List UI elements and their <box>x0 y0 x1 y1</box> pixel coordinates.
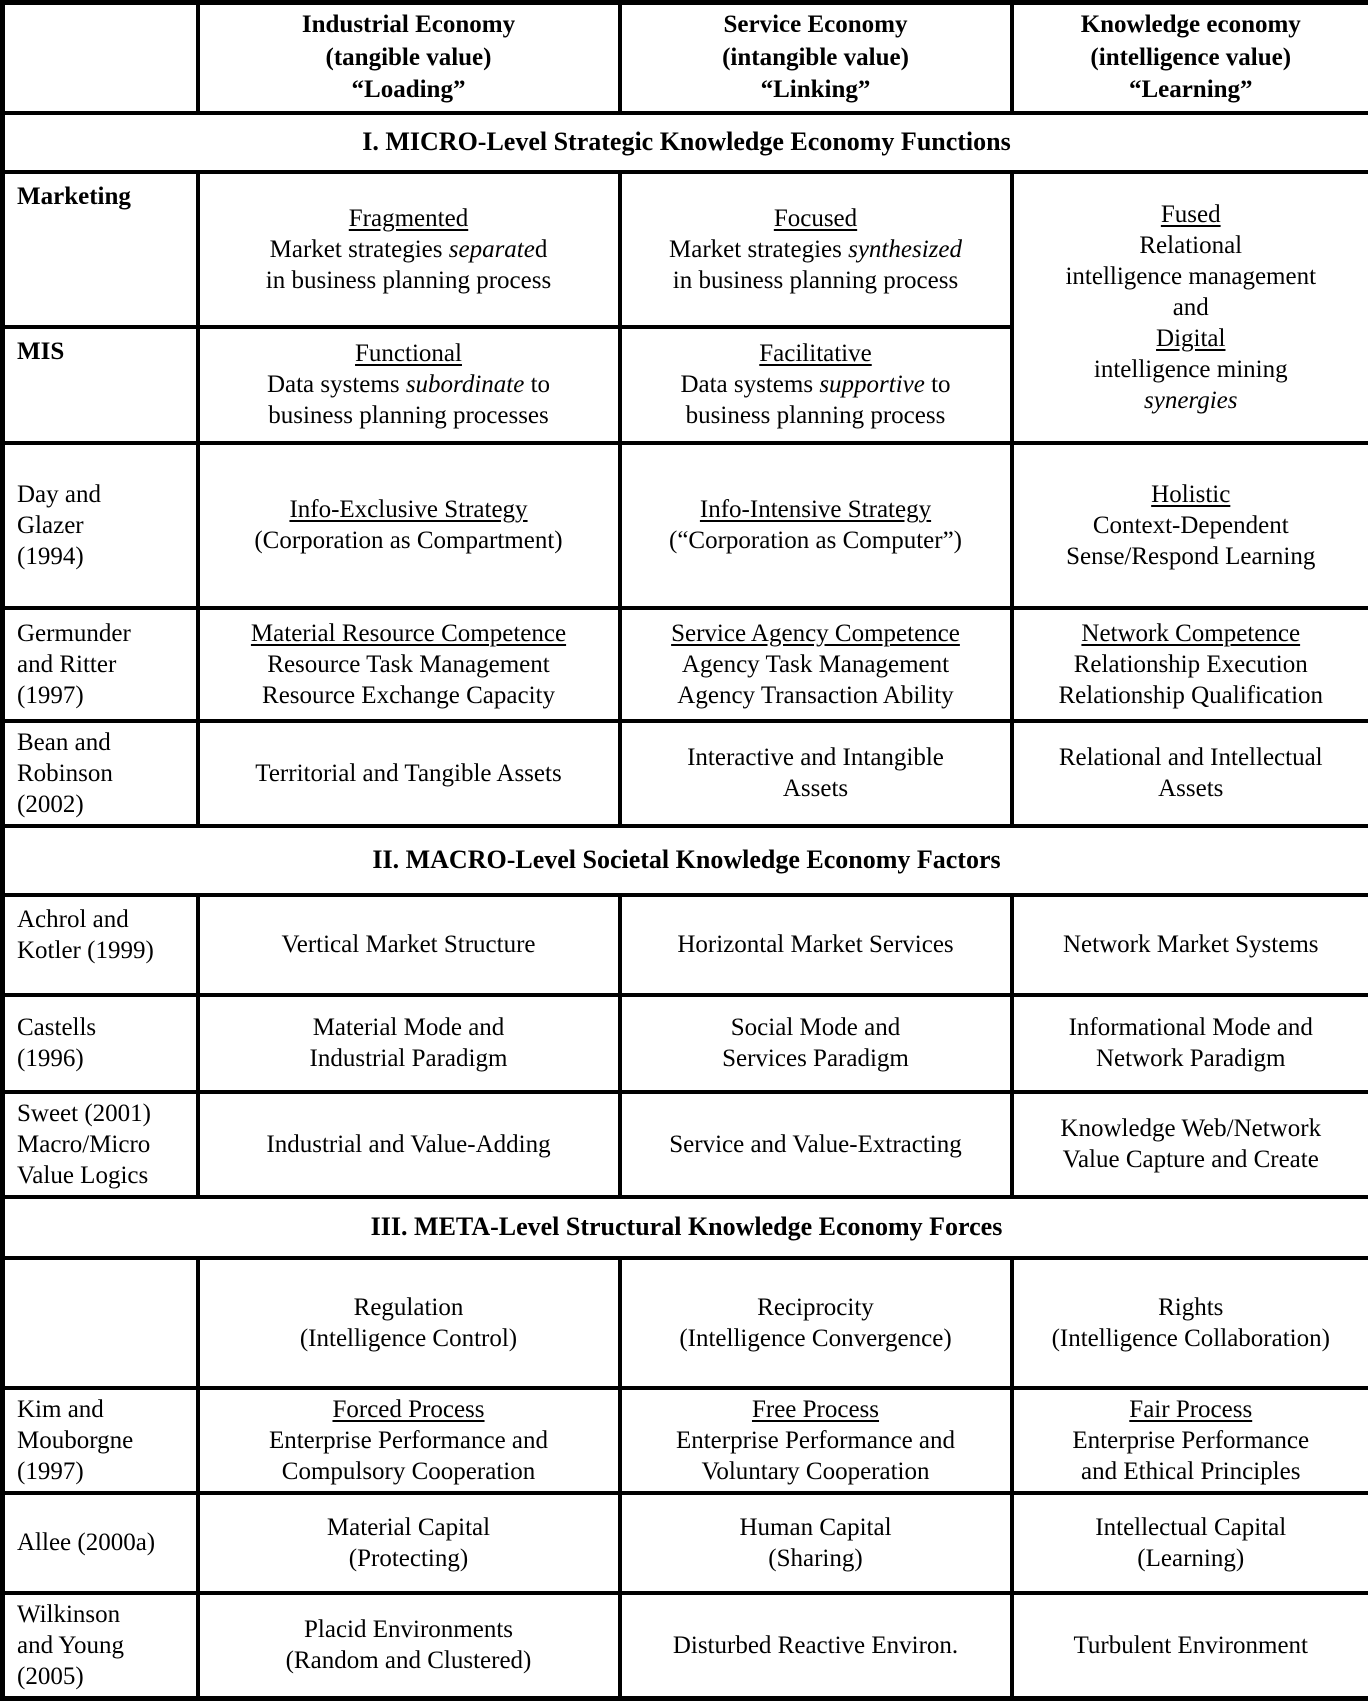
row-sweet <box>3 1092 1368 1197</box>
row-germunder-ritter <box>3 608 1368 721</box>
col-header-knowledge-economy: Knowledge economy (intelligence value) “Learning” <box>1012 3 1368 113</box>
cell-marketing-industrial: Fragmented Market strategies separated in business planning process <box>198 172 620 327</box>
cell-sweet-industrial: Industrial and Value-Adding <box>198 1092 620 1197</box>
section-macro-title: II. MACRO-Level Societal Knowledge Economy Factors <box>3 826 1368 895</box>
cell-wilkinson-young-service: Disturbed Reactive Environ. <box>620 1593 1012 1699</box>
cell-marketing-mis-knowledge: Fused Relational intelligence management and Digital intelligence mining synergies <box>1012 172 1368 443</box>
row-forces <box>3 1258 1368 1388</box>
cell-kim-mouborgne-industrial: Forced Process Enterprise Performance and Compulsory Cooperation <box>198 1388 620 1493</box>
row-bean-robinson <box>3 721 1368 826</box>
cell-germunder-ritter-knowledge: Network Competence Relationship Execution Relationship Qualification <box>1012 608 1368 721</box>
cell-bean-robinson-industrial: Territorial and Tangible Assets <box>198 721 620 826</box>
cell-wilkinson-young-industrial: Placid Environments (Random and Clustered) <box>198 1593 620 1699</box>
row-label-mis: MIS <box>3 327 198 443</box>
cell-day-glazer-service: Info-Intensive Strategy (“Corporation as Computer”) <box>620 443 1012 608</box>
cell-germunder-ritter-service: Service Agency Competence Agency Task Management Agency Transaction Ability <box>620 608 1012 721</box>
row-label-wilkinson-young: Wilkinson and Young (2005) <box>3 1593 198 1699</box>
row-allee <box>3 1493 1368 1593</box>
row-label-allee: Allee (2000a) <box>3 1493 198 1593</box>
cell-bean-robinson-service: Interactive and Intangible Assets <box>620 721 1012 826</box>
cell-forces-knowledge: Rights (Intelligence Collaboration) <box>1012 1258 1368 1388</box>
cell-forces-service: Reciprocity (Intelligence Convergence) <box>620 1258 1012 1388</box>
section-micro-row <box>3 113 1368 172</box>
row-label-bean-robinson: Bean and Robinson (2002) <box>3 721 198 826</box>
cell-castells-knowledge: Informational Mode and Network Paradigm <box>1012 995 1368 1092</box>
row-label-kim-mouborgne: Kim and Mouborgne (1997) <box>3 1388 198 1493</box>
cell-germunder-ritter-industrial: Material Resource Competence Resource Task Management Resource Exchange Capacity <box>198 608 620 721</box>
cell-kim-mouborgne-service: Free Process Enterprise Performance and Voluntary Cooperation <box>620 1388 1012 1493</box>
cell-sweet-knowledge: Knowledge Web/Network Value Capture and Create <box>1012 1092 1368 1197</box>
row-label-achrol-kotler: Achrol and Kotler (1999) <box>3 895 198 995</box>
section-meta-title: III. META-Level Structural Knowledge Economy Forces <box>3 1197 1368 1258</box>
row-label-forces-empty <box>3 1258 198 1388</box>
cell-allee-industrial: Material Capital (Protecting) <box>198 1493 620 1593</box>
cell-castells-service: Social Mode and Services Paradigm <box>620 995 1012 1092</box>
cell-achrol-kotler-knowledge: Network Market Systems <box>1012 895 1368 995</box>
cell-allee-service: Human Capital (Sharing) <box>620 1493 1012 1593</box>
cell-day-glazer-industrial: Info-Exclusive Strategy (Corporation as Compartment) <box>198 443 620 608</box>
cell-wilkinson-young-knowledge: Turbulent Environment <box>1012 1593 1368 1699</box>
corner-cell <box>3 3 198 113</box>
cell-day-glazer-knowledge: Holistic Context-Dependent Sense/Respond Learning <box>1012 443 1368 608</box>
cell-bean-robinson-knowledge: Relational and Intellectual Assets <box>1012 721 1368 826</box>
cell-marketing-service: Focused Market strategies synthesized in business planning process <box>620 172 1012 327</box>
section-meta-row <box>3 1197 1368 1258</box>
cell-castells-industrial: Material Mode and Industrial Paradigm <box>198 995 620 1092</box>
row-castells <box>3 995 1368 1092</box>
cell-forces-industrial: Regulation (Intelligence Control) <box>198 1258 620 1388</box>
section-micro-title: I. MICRO-Level Strategic Knowledge Economy Functions <box>3 113 1368 172</box>
cell-kim-mouborgne-knowledge: Fair Process Enterprise Performance and Ethical Principles <box>1012 1388 1368 1493</box>
cell-sweet-service: Service and Value-Extracting <box>620 1092 1012 1197</box>
cell-mis-service: Facilitative Data systems supportive to business planning process <box>620 327 1012 443</box>
row-marketing <box>3 172 1368 327</box>
cell-achrol-kotler-service: Horizontal Market Services <box>620 895 1012 995</box>
cell-allee-knowledge: Intellectual Capital (Learning) <box>1012 1493 1368 1593</box>
section-macro-row <box>3 826 1368 895</box>
cell-mis-industrial: Functional Data systems subordinate to business planning processes <box>198 327 620 443</box>
header-row <box>3 3 1368 113</box>
col-header-service-economy: Service Economy (intangible value) “Linking” <box>620 3 1012 113</box>
row-label-castells: Castells (1996) <box>3 995 198 1092</box>
row-day-glazer <box>3 443 1368 608</box>
row-label-marketing: Marketing <box>3 172 198 327</box>
row-achrol-kotler <box>3 895 1368 995</box>
col-header-industrial-economy: Industrial Economy (tangible value) “Loading” <box>198 3 620 113</box>
row-label-germunder-ritter: Germunder and Ritter (1997) <box>3 608 198 721</box>
cell-achrol-kotler-industrial: Vertical Market Structure <box>198 895 620 995</box>
row-label-sweet: Sweet (2001) Macro/Micro Value Logics <box>3 1092 198 1197</box>
row-kim-mouborgne <box>3 1388 1368 1493</box>
row-wilkinson-young <box>3 1593 1368 1699</box>
row-label-day-glazer: Day and Glazer (1994) <box>3 443 198 608</box>
